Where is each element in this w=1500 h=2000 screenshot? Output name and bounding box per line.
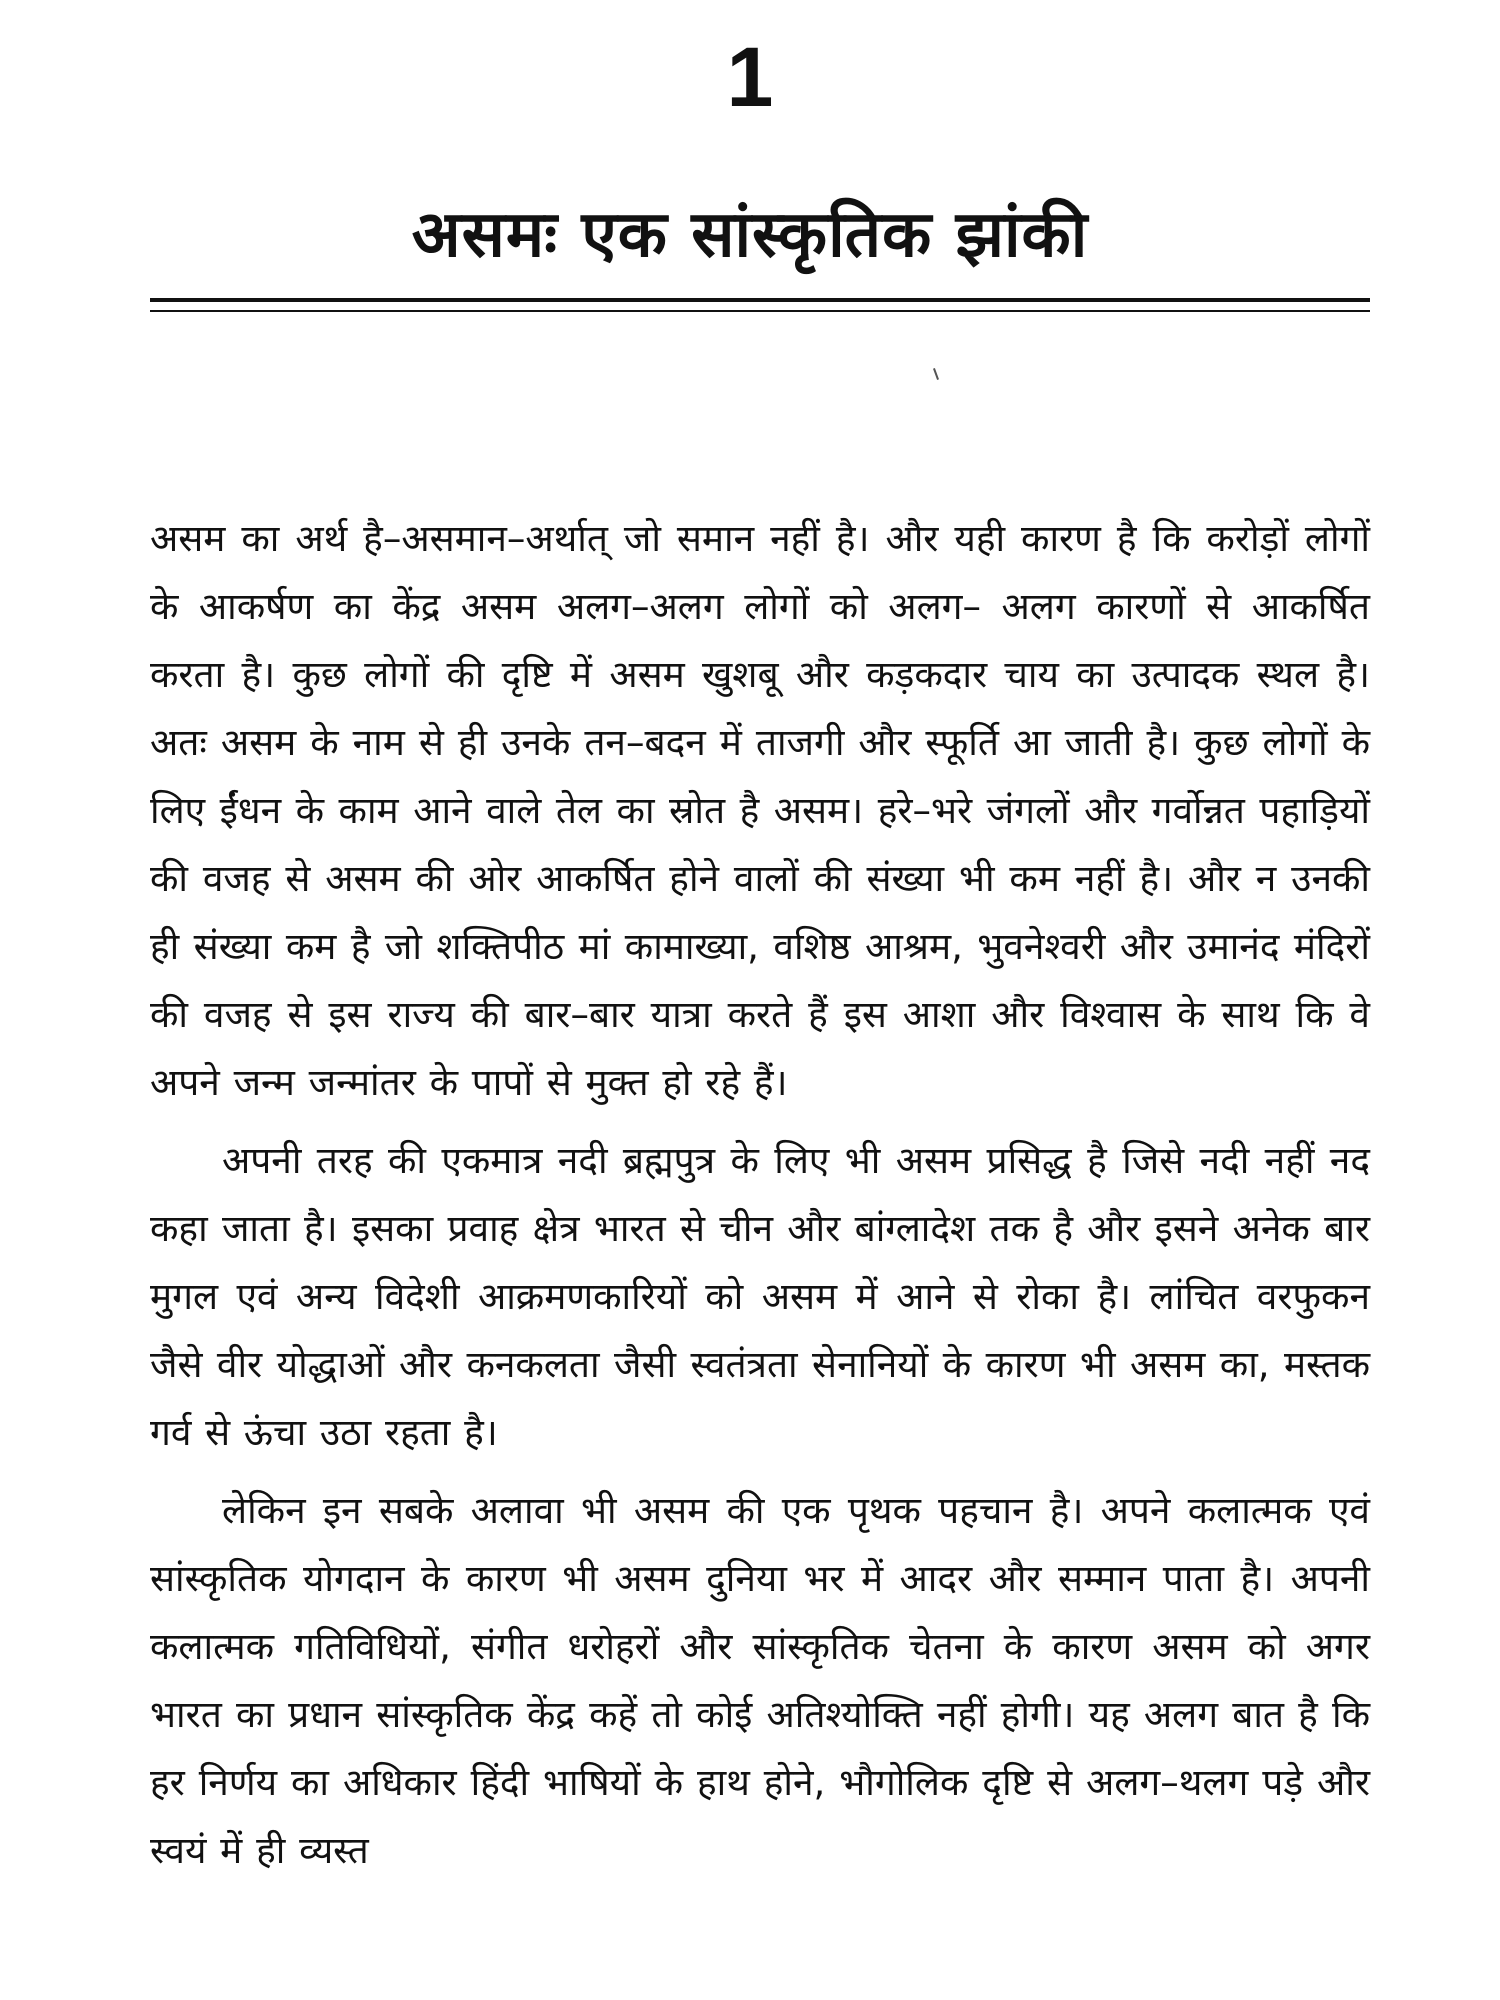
paragraph-3: लेकिन इन सबके अलावा भी असम की एक पृथक पहचान है। अपने कलात्मक एवं सांस्कृतिक योगदान के कारण भी असम दुनिया भर में आदर और सम्मान पाता है। अपनी कलात्मक गतिविधियों, संगीत धरोहरों और सांस्कृतिक चेतना के कारण असम को अगर भारत का प्रधान सांस्कृतिक केंद्र कहें तो कोई अतिश्योक्ति नहीं होगी। यह अलग बात है कि हर निर्णय का अधिकार हिंदी भाषियों के हाथ होने, भौगोलिक दृष्टि से अलग–थलग पड़े और स्वयं में ही व्यस्त xyxy=(150,1489,1370,1872)
title-rule-thick xyxy=(150,298,1370,302)
chapter-body xyxy=(150,505,1370,1885)
chapter-title: असमः एक सांस्कृतिक झांकी xyxy=(411,198,1089,272)
chapter-number: 1 xyxy=(726,30,774,124)
scan-artifact-mark xyxy=(933,368,939,380)
paragraph-2: अपनी तरह की एकमात्र नदी ब्रह्मपुत्र के लिए भी असम प्रसिद्ध है जिसे नदी नहीं नद कहा जाता है। इसका प्रवाह क्षेत्र भारत से चीन और बांग्लादेश तक है और इसने अनेक बार मुगल एवं अन्य विदेशी आक्रमणकारियों को असम में आने से रोका है। लांचित वरफुकन जैसे वीर योद्धाओं और कनकलता जैसी स्वतंत्रता सेनानियों के कारण भी असम का, मस्तक गर्व से ऊंचा उठा रहता है। xyxy=(150,1139,1370,1454)
paragraph-1: असम का अर्थ है–असमान–अर्थात् जो समान नहीं है। और यही कारण है कि करोड़ों लोगों के आकर्षण का केंद्र असम अलग–अलग लोगों को अलग– अलग कारणों से आकर्षित करता है। कुछ लोगों की दृष्टि में असम खुशबू और कड़कदार चाय का उत्पादक स्थल है। अतः असम के नाम से ही उनके तन–बदन में ताजगी और स्फूर्ति आ जाती है। कुछ लोगों के लिए ईंधन के काम आने वाले तेल का स्रोत है असम। हरे–भरे जंगलों और गर्वोन्नत पहाड़ियों की वजह से असम की ओर आकर्षित होने वालों की संख्या भी कम नहीं है। और न उनकी ही संख्या कम है जो शक्तिपीठ मां कामाख्या, वशिष्ठ आश्रम, भुवनेश्वरी और उमानंद मंदिरों की वजह से इस राज्य की बार–बार यात्रा करते हैं इस आशा और विश्वास के साथ कि वे अपने जन्म जन्मांतर के पापों से मुक्त हो रहे हैं। xyxy=(150,517,1370,1104)
title-rule-thin xyxy=(150,310,1370,312)
